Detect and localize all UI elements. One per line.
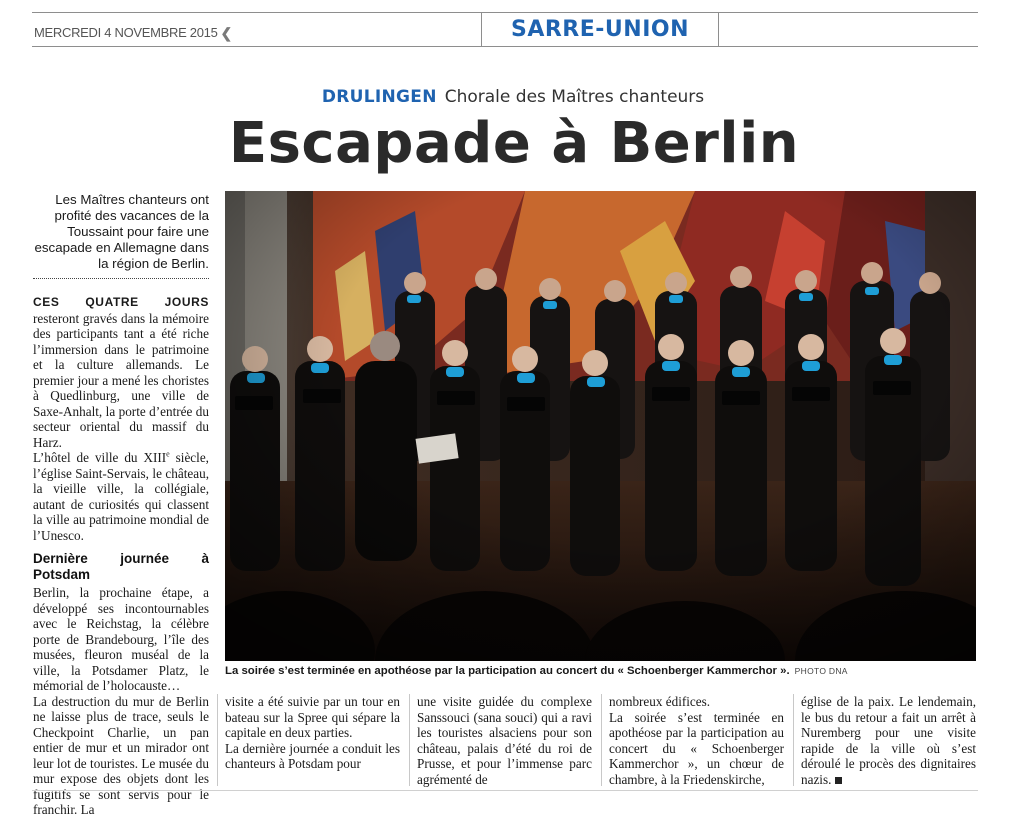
column-separator [793, 694, 794, 786]
lettrine: CES QUATRE JOURS [33, 295, 209, 309]
body-column-1 [33, 294, 209, 818]
paragraph-1 [33, 294, 209, 450]
paragraph-2-after: siècle, l’église Saint-Servais, le château, la vieille ville, la collégiale, autant de curiosités qui classent la ville au patrimoine mondial de l’Unesco. [33, 450, 209, 543]
body-column-3 [417, 694, 592, 787]
choir-concert-photo [225, 191, 976, 661]
column-3-paragraph-1: une visite guidée du complexe Sanssouci (sana souci) qui a ravi les touristes alsaciens pour son château, palais d’été du roi de Prusse, et pour l’immense parc agrémenté de [417, 694, 592, 787]
lead-separator [33, 278, 209, 279]
paragraph-4: La destruction du mur de Berlin ne laisse plus de trace, seuls le Checkpoint Charlie, un pan entier de mur et un mirador ont leur lot de touristes. Le musée du mur expose des objets dont les fugitifs se sont servis pour le franchir. La [33, 693, 209, 817]
column-4-paragraph-2: La soirée s’est terminée en apothéose par la participation au concert du « Schoenberger Kammerchor », un chœur de chambre, à la Friedenskirche, [609, 709, 784, 787]
paragraph-3: Berlin, la prochaine étape, a développé ses incontournables avec le Reichstag, la célèbre porte de Brandebourg, l’île des musées, fleuron muséal de la ville, la Potsdamer Platz, le mémorial de l’holocauste… [33, 585, 209, 693]
kicker-topic: Chorale des Maîtres chanteurs [444, 87, 705, 107]
column-5-paragraph-1 [801, 694, 976, 787]
body-column-2 [225, 694, 400, 772]
column-5-text: église de la paix. Le lendemain, le bus du retour a fait un arrêt à Nuremberg pour une visite rapide de la ville où s’est déroulé le procès des dignitaires nazis. [801, 694, 976, 787]
subheading: Dernière journée à Potsdam [33, 551, 209, 582]
photo-caption [225, 665, 976, 677]
paragraph-2 [33, 450, 209, 543]
photo-caption-text: La soirée s’est terminée en apothéose par la participation au concert du « Schoenberger Kammerchor ». [225, 665, 790, 677]
photo-illustration [225, 191, 976, 661]
edition-date [34, 25, 232, 40]
paragraph-2-before: L’hôtel de ville du XIII [33, 450, 167, 465]
column-separator [409, 694, 410, 786]
edition-date-text: MERCREDI 4 NOVEMBRE 2015 [34, 25, 218, 40]
article-lead: Les Maîtres chanteurs ont profité des vacances de la Toussaint pour faire une escapade en Allemagne dans la région de Berlin. [34, 192, 209, 271]
header-bottom-rule [32, 46, 978, 47]
body-column-4 [609, 694, 784, 787]
article-kicker [0, 87, 1016, 107]
photo-credit: PHOTO DNA [794, 666, 848, 676]
column-separator [217, 694, 218, 786]
kicker-place: DRULINGEN [321, 87, 437, 107]
column-2-paragraph-2: La dernière journée a conduit les chanteurs à Potsdam pour [225, 740, 400, 771]
page-bottom-rule [32, 790, 978, 791]
article-headline: Escapade à Berlin [228, 111, 800, 176]
end-of-article-icon [835, 777, 842, 784]
column-2-paragraph-1: visite a été suivie par un tour en bateau sur la Spree qui sépare la capitale en deux parties. [225, 694, 400, 740]
chevron-left-icon: ❮ [220, 24, 232, 41]
body-column-5 [801, 694, 976, 787]
paragraph-1-text: resteront gravés dans la mémoire des participants tant a été riche l’immersion dans le patrimoine et la culture allemands. Le premier jour a mené les choristes à Quedlinburg, une ville de Saxe-Anhalt, la porte d’entrée du secteur oriental du massif du Harz. [33, 310, 209, 450]
section-label-box [481, 12, 719, 46]
century-superscript: e [166, 449, 170, 459]
column-separator [601, 694, 602, 786]
section-name: SARRE-UNION [511, 16, 689, 42]
column-4-paragraph-1: nombreux édifices. [609, 694, 711, 709]
